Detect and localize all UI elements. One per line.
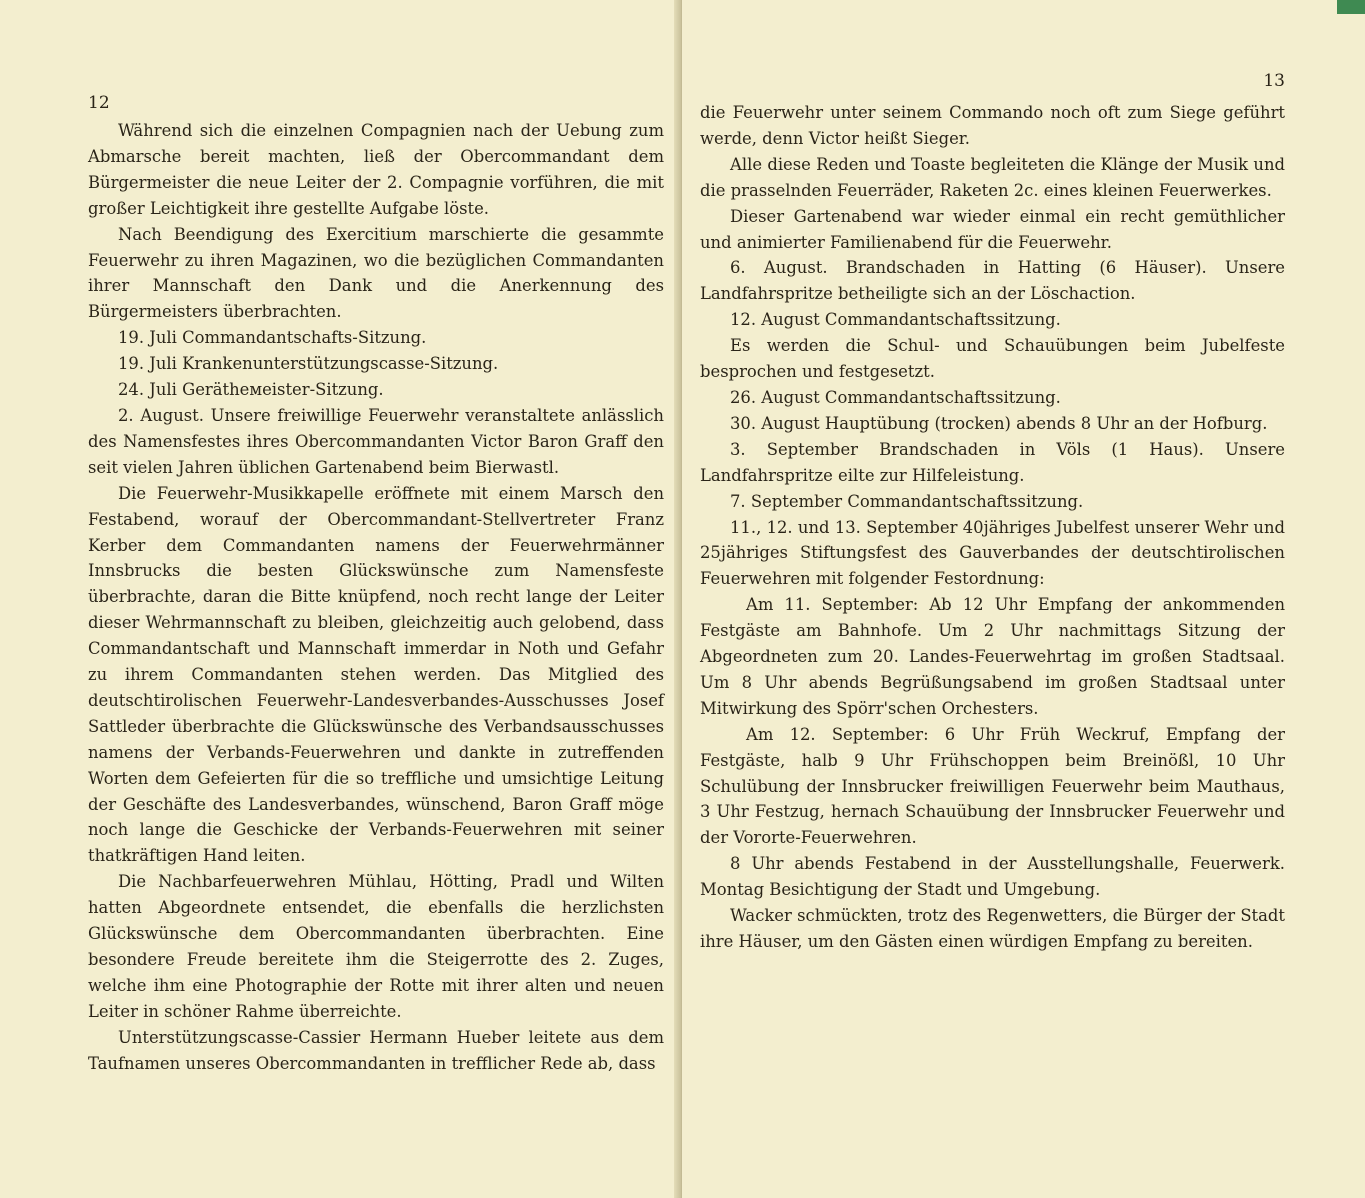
paragraph: Während sich die einzelnen Compagnien nach der Uebung zum Abmarsche bereit machten, ließ der Obercommandant dem Bürgermeister die neue Leiter der 2. Compagnie vorführen, die mit großer Leichtigkeit ihre gestellte Aufgabe löste. [88,121,664,218]
page-text [88,118,664,1077]
paragraph: Es werden die Schul- und Schauübungen beim Jubelfeste besprochen und festgesetzt. [700,336,1285,382]
paragraph: 8 Uhr abends Festabend in der Ausstellungshalle, Feuerwerk. Montag Besichtigung der Stadt und Umgebung. [700,854,1285,900]
left-page [0,0,682,1198]
paragraph: 6. August. Brandschaden in Hatting (6 Häuser). Unsere Landfahrspritze betheiligte sich an der Löschaction. [700,258,1285,304]
paragraph: 26. August Commandantschaftssitzung. [730,387,1061,407]
paragraph: 30. August Hauptübung (trocken) abends 8 Uhr an der Hofburg. [730,413,1268,433]
paragraph: 7. September Commandantschaftssitzung. [730,491,1084,511]
paragraph: Dieser Gartenabend war wieder einmal ein recht gemüthlicher und animierter Familienabend für die Feuerwehr. [700,206,1285,252]
paragraph: Nach Beendigung des Exercitium marschierte die gesammte Feuerwehr zu ihren Magazinen, wo die bezüglichen Commandanten ihrer Mannschaft den Dank und die Anerkennung des Bürgermeisters überbrachten. [88,224,664,322]
paragraph: 24. Juli Gerätheмeister-Sitzung. [118,380,384,400]
corner-tab [1337,0,1365,14]
paragraph: Wacker schmückten, trotz des Regenwetters, die Bürger der Stadt ihre Häuser, um den Gästen einen würdigen Empfang zu bereiten. [700,906,1285,951]
paragraph: 3. September Brandschaden in Völs (1 Haus). Unsere Landfahrspritze eilte zur Hilfeleistung. [700,439,1285,485]
paragraph: 11., 12. und 13. September 40jähriges Jubelfest unserer Wehr und 25jähriges Stiftungsfest des Gauverbandes der deutschtirolischen Feuerwehren mit folgender Festordnung: [700,517,1285,589]
page-number: 12 [88,93,110,113]
paragraph: die Feuerwehr unter seinem Commando noch oft zum Siege geführt werde, denn Victor heißt Sieger. [700,103,1285,148]
paragraph: 19. Juli Commandantschafts-Sitzung. [118,328,427,348]
paragraph: 12. August Commandantschaftssitzung. [730,310,1061,330]
paragraph: Unterstützungscasse-Cassier Hermann Hueber leitete aus dem Taufnamen unseres Obercommandanten in trefflicher Rede ab, dass [88,1027,664,1073]
paragraph: Am 11. September: Ab 12 Uhr Empfang der ankommenden Festgäste am Bahnhofe. Um 2 Uhr nachmittags Sitzung der Abgeordneten zum 20. Landes-Feuerwehrtag im großen Stadtsaal. Um 8 Uhr abends Begrüßungsabend im großen Stadtsaal unter Mitwirkung des Spörr'schen Orchesters. [700,595,1285,718]
page-number: 13 [1263,71,1285,91]
paragraph: Die Nachbarfeuerwehren Mühlau, Hötting, Pradl und Wilten hatten Abgeordnete entsendet, die ebenfalls die herzlichsten Glückswünsche dem Obercommandanten überbrachten. Eine besondere Freude bereitete ihm die Steigerrotte des 2. Zuges, welche ihm eine Photographie der Rotte mit ihrer alten und neuen Leiter in schöner Rahme überreichte. [88,872,664,1021]
page-text [700,100,1285,955]
paragraph: Alle diese Reden und Toaste begleiteten die Klänge der Musik und die prasselnden Feuerräder, Raketen 2c. eines kleinen Feuerwerkes. [700,154,1285,200]
paragraph: 19. Juli Krankenunterstützungscasse-Sitzung. [118,354,499,374]
paragraph: Die Feuerwehr-Musikkapelle eröffnete mit einem Marsch den Festabend, worauf der Obercommandant-Stellvertreter Franz Kerber dem Commandanten namens der Feuerwehrmänner Innsbrucks die besten Glückswünsche zum Namensfeste überbrachte, daran die Bitte knüpfend, noch recht lange der Leiter dieser Wehrmannschaft zu bleiben, gleichzeitig auch gelobend, dass Commandantschaft und Mannschaft immerdar in Noth und Gefahr zu ihrem Commandanten stehen werden. Das Mitglied des deutschtirolischen Feuerwehr-Landesverbandes-Ausschusses Josef Sattleder überbrachte die Glückswünsche des Verbandsausschusses namens der Verbands-Feuerwehren und dankte in zutreffenden Worten dem Gefeierten für die so treffliche und umsichtige Leitung der Geschäfte des Landesverbandes, wünschend, Baron Graff möge noch lange die Geschicke der Verbands-Feuerwehren mit seiner thatkräftigen Hand leiten. [88,483,664,866]
paragraph: Am 12. September: 6 Uhr Früh Weckruf, Empfang der Festgäste, halb 9 Uhr Frühschoppen beim Breinößl, 10 Uhr Schulübung der Innsbrucker freiwilligen Feuerwehr beim Mauthaus, 3 Uhr Festzug, hernach Schauübung der Innsbrucker Feuerwehr und der Vororte-Feuerwehren. [700,724,1285,848]
right-page [682,0,1365,1198]
paragraph: 2. August. Unsere freiwillige Feuerwehr veranstaltete anlässlich des Namensfestes ihres Obercommandanten Victor Baron Graff den seit vielen Jahren üblichen Gartenabend beim Bierwastl. [88,405,664,477]
